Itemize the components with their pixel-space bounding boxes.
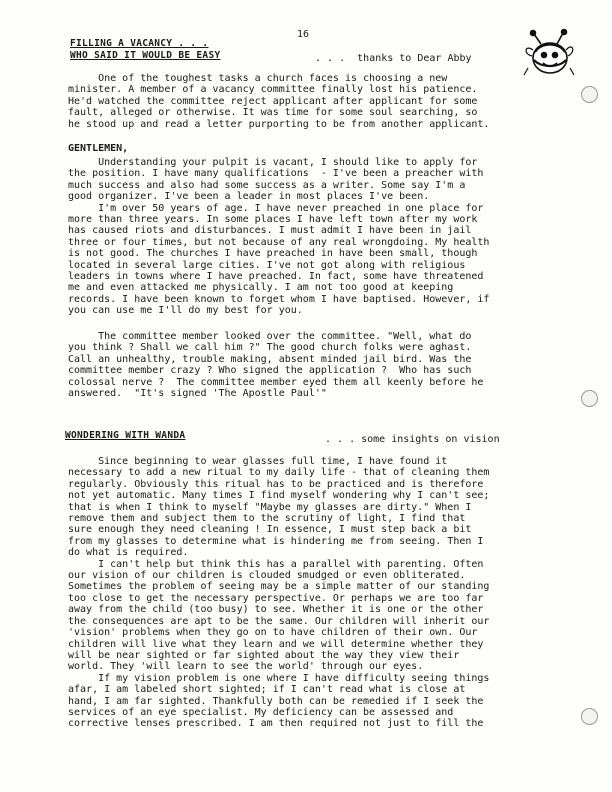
text-line: I can't help but think this has a parallel with parenting. Often — [68, 558, 484, 570]
text-line: you think ? Shall we call him ?" The good church folks were aghast. — [68, 342, 472, 354]
text-line: One of the toughest tasks a church faces is choosing a new — [68, 73, 448, 84]
binder-hole — [581, 86, 598, 103]
text-line: Understanding your pulpit is vacant, I should like to apply for — [68, 157, 478, 168]
text-line: sure enough they need cleaning ! In essence, I must step back a bit — [68, 524, 472, 536]
text-line: world. They 'will learn to see the world' through our eyes. — [68, 661, 424, 673]
text-line: three or four times, but not because of any real wrongdoing. My health — [68, 236, 490, 248]
text-line: the position. I have many qualifications - I've been a preacher with — [68, 168, 484, 180]
text-line: committee member crazy ? Who signed the application ? Who has such — [68, 365, 472, 377]
text-line: 'vision' problems when they go on to have children of their own. Our — [68, 627, 478, 639]
text-line: regularly. Obviously this ritual has to be practiced and is therefore — [68, 478, 484, 490]
text-line: more than three years. In some places I have left town after my work — [68, 214, 478, 226]
text-line: located in several large cities. I've not got along with religious — [68, 259, 466, 271]
text-line: you can use me I'll do my best for you. — [68, 305, 303, 317]
text-line: leaders in towns where I have preached. In fact, some have threatened — [68, 271, 484, 283]
letter-salutation: GENTLEMEN, — [68, 143, 129, 154]
text-line: too close to get the necessary perspective. Or perhaps we are too far — [68, 592, 484, 604]
text-line: I'm over 50 years of age. I have never preached in one place for — [68, 202, 484, 214]
text-line: much success and also had some success as a writer. Some say I'm a — [68, 179, 466, 191]
article1-letter — [68, 157, 590, 317]
binder-hole — [581, 708, 598, 725]
text-line: fault, alleged or otherwise. It was time for some soul searching, so — [68, 107, 478, 119]
binder-hole — [581, 390, 598, 407]
text-line: services of an eye specialist. My deficiency can be assessed and — [68, 706, 454, 718]
article2-body — [68, 456, 590, 730]
text-line: he stood up and read a letter purporting to be from another applicant. — [68, 118, 490, 130]
text-line: that is when I think to myself "Maybe my glasses are dirty." When I — [68, 501, 472, 513]
text-line: has caused riots and disturbances. I must admit I have been in jail — [68, 225, 472, 237]
text-line: will be near sighted or far sighted about the way they view their — [68, 649, 460, 661]
text-line: Call an unhealthy, trouble making, absent minded jail bird. Was the — [68, 353, 472, 365]
text-line: He'd watched the committee reject applicant after applicant for some — [68, 95, 478, 107]
article1-tagline: . . . thanks to Dear Abby — [315, 53, 472, 64]
smiling-bee-icon — [521, 28, 577, 78]
article2-heading: WONDERING WITH WANDA — [65, 430, 186, 441]
text-line: necessary to add a new ritual to my daily life - that of cleaning them — [68, 467, 490, 479]
text-line: hand, I am far sighted. Thankfully both can be remedied if I seek the — [68, 695, 484, 707]
article1-heading-line1: FILLING A VACANCY . . . — [70, 38, 209, 49]
text-line: Since beginning to wear glasses full time, I have found it — [68, 456, 448, 467]
text-line: Sometimes the problem of seeing may be a simple matter of our standing — [68, 581, 490, 593]
text-line: children will live what they learn and we will determine whether they — [68, 638, 484, 650]
text-line: me and even attacked me physically. I am not too good at keeping — [68, 282, 454, 294]
text-line: not yet automatic. Many times I find myself wondering why I can't see; — [68, 490, 490, 502]
text-line: the consequences are apt to be the same. Our children will inherit our — [68, 615, 490, 627]
text-line: records. I have been known to forget whom I have baptised. However, if — [68, 293, 490, 305]
article1-heading-line2: WHO SAID IT WOULD BE EASY — [70, 50, 221, 61]
text-line: do what is required. — [68, 547, 189, 559]
text-line: away from the child (too busy) to see. Whether it is one or the other — [68, 604, 484, 616]
text-line: The committee member looked over the committee. "Well, what do — [68, 331, 472, 342]
text-line: is not good. The churches I have preached in have been small, though — [68, 248, 478, 260]
article2-tagline: . . . some insights on vision — [325, 434, 500, 445]
article1-intro — [68, 73, 590, 130]
text-line: If my vision problem is one where I have difficulty seeing things — [68, 672, 490, 684]
text-line: from my glasses to determine what is hindering me from seeing. Then I — [68, 535, 484, 547]
text-line: remove them and subject them to the scrutiny of light, I find that — [68, 513, 466, 525]
text-line: minister. A member of a vacancy committee finally lost his patience. — [68, 84, 478, 96]
text-line: afar, I am labeled short sighted; if I can't read what is close at — [68, 684, 466, 696]
text-line: our vision of our children is clouded smudged or even obliterated. — [68, 570, 466, 582]
article1-closing — [68, 331, 590, 399]
page-number: 16 — [297, 29, 310, 40]
text-line: answered. "It's signed 'The Apostle Paul'" — [68, 388, 327, 400]
text-line: corrective lenses prescribed. I am then required not just to fill the — [68, 718, 484, 730]
text-line: good organizer. I've been a leader in most places I've been. — [68, 191, 430, 203]
text-line: colossal nerve ? The committee member eyed them all keenly before he — [68, 376, 484, 388]
